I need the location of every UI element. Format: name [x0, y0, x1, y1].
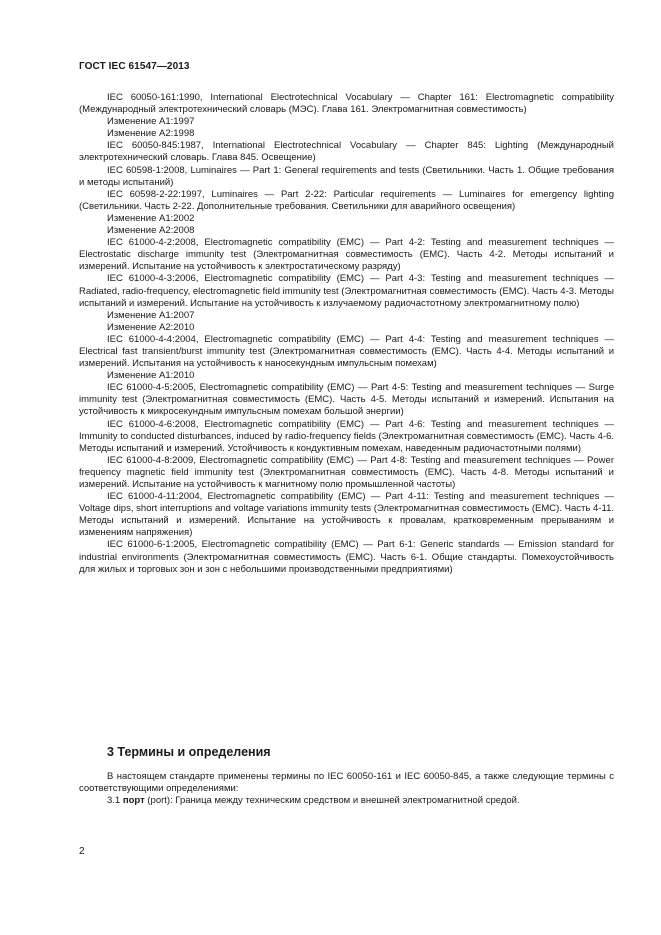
- reference-item: Изменение А1:2007: [107, 309, 195, 321]
- reference-item: IEC 61000-4-5:2005, Electromagnetic compatibility (EMC) — Part 4-5: Testing and measurement techniques — Surge immunity test (Электромагнитная совместимость (ЕМС). Часть 4-5. Методы испытаний и измерений. Испытания на устойчивость к микросекундным импульсным помехам большой энергии): [79, 382, 614, 418]
- term-definition: [79, 795, 614, 807]
- reference-item: IEC 61000-4-8:2009, Electromagnetic compatibility (EMC) — Part 4-8: Testing and measurement techniques — Power frequency magnetic field immunity test (Электромагнитная совместимость (ЕМС). Часть 4-8. Методы испытаний и измерений. Испытание на устойчивость к магнитному полю промышленной частоты): [79, 454, 614, 490]
- page-number: 2: [79, 846, 85, 857]
- reference-item: IEC 61000-4-2:2008, Electromagnetic compatibility (EMC) — Part 4-2: Testing and measurement techniques — Electrostatic discharge immunity test (Электромагнитная совместимость (ЕМС). Часть 4-2. Методы испытаний и измерений. Испытание на устойчивость к электростатическому разряду): [79, 237, 614, 273]
- reference-item: IEC 60050-845:1987, International Electrotechnical Vocabulary — Chapter 845: Lighting (Международный электротехнический словарь. Глава 845. Освещение): [79, 140, 614, 164]
- reference-item: IEC 60598-2-22:1997, Luminaires — Part 2-22: Particular requirements — Luminaires for emergency lighting (Светильники. Часть 2-22. Дополнительные требования. Светильники для аварийного освещения): [79, 188, 614, 212]
- normative-references: [79, 92, 614, 576]
- term-name: порт: [122, 795, 145, 807]
- section-body: [79, 771, 614, 807]
- document-header: ГОСТ IEC 61547—2013: [79, 61, 190, 72]
- reference-item: Изменение А2:2010: [107, 321, 195, 333]
- reference-item: IEC 61000-4-6:2008, Electromagnetic compatibility (EMC) — Part 4-6: Testing and measurement techniques — Immunity to conducted disturbances, induced by radio-frequency fields (Электромагнитная совместимость (ЕМС). Часть 4-6. Методы испытаний и измерений. Устойчивость к кондуктивным помехам, наведенным радиочастотными полями): [79, 418, 614, 454]
- reference-item: Изменение А1:2010: [107, 370, 195, 382]
- reference-item: Изменение А1:2002: [107, 212, 195, 224]
- reference-item: Изменение А2:1998: [107, 128, 195, 140]
- reference-item: IEC 61000-4-4:2004, Electromagnetic compatibility (EMC) — Part 4-4: Testing and measurement techniques — Electrical fast transient/burst immunity test (Электромагнитная совместимость (ЕМС). Часть 4-4. Методы испытаний и измерений. Испытания на устойчивость к наносекундным импульсным помехам): [79, 333, 614, 370]
- term-number: 3.1: [107, 795, 121, 807]
- reference-item: IEC 61000-6-1:2005, Electromagnetic compatibility (EMC) — Part 6-1: Generic standards — Emission standard for industrial environments (Электромагнитная совместимость (ЕМС). Часть 6-1. Общие стандарты. Помехоустойчивость для жилых и торговых зон и зон с небольшими производственными предприятиями): [79, 539, 614, 575]
- reference-item: IEC 60598-1:2008, Luminaires — Part 1: General requirements and tests (Светильники. Часть 1. Общие требования и методы испытаний): [79, 164, 614, 188]
- section-intro: В настоящем стандарте применены термины по IEC 60050-161 и IEC 60050-845, а также следующие термины с соответствующими определениями:: [79, 771, 614, 795]
- section-title: 3 Термины и определения: [107, 745, 271, 759]
- reference-item: IEC 61000-4-11:2004, Electromagnetic compatibility (EMC) — Part 4-11: Testing and measurement techniques — Voltage dips, short interruptions and voltage variations immunity tests (Электромагнитная совместимость (ЕМС). Часть 4-11. Методы испытаний и измерений. Испытание на устойчивость к провалам, кратковременным прерываниям и изменениям напряжения): [79, 491, 614, 539]
- term-definition-text: (port): Граница между техническим средством и внешней электромагнитной средой.: [147, 795, 520, 807]
- reference-item: Изменение А2:2008: [107, 225, 195, 237]
- reference-item: IEC 60050-161:1990, International Electrotechnical Vocabulary — Chapter 161: Electromagnetic compatibility (Международный электротехнический словарь (МЭС). Глава 161. Электромагнитная совместимость): [79, 92, 614, 116]
- reference-item: IEC 61000-4-3:2006, Electromagnetic compatibility (EMC) — Part 4-3: Testing and measurement techniques — Radiated, radio-frequency, electromagnetic field immunity test (Электромагнитная совместимость (ЕМС). Часть 4-3. Методы испытаний и измерений. Испытание на устойчивость к излучаемому радиочастотному электромагнитному полю): [79, 273, 614, 309]
- reference-item: Изменение А1:1997: [107, 116, 195, 128]
